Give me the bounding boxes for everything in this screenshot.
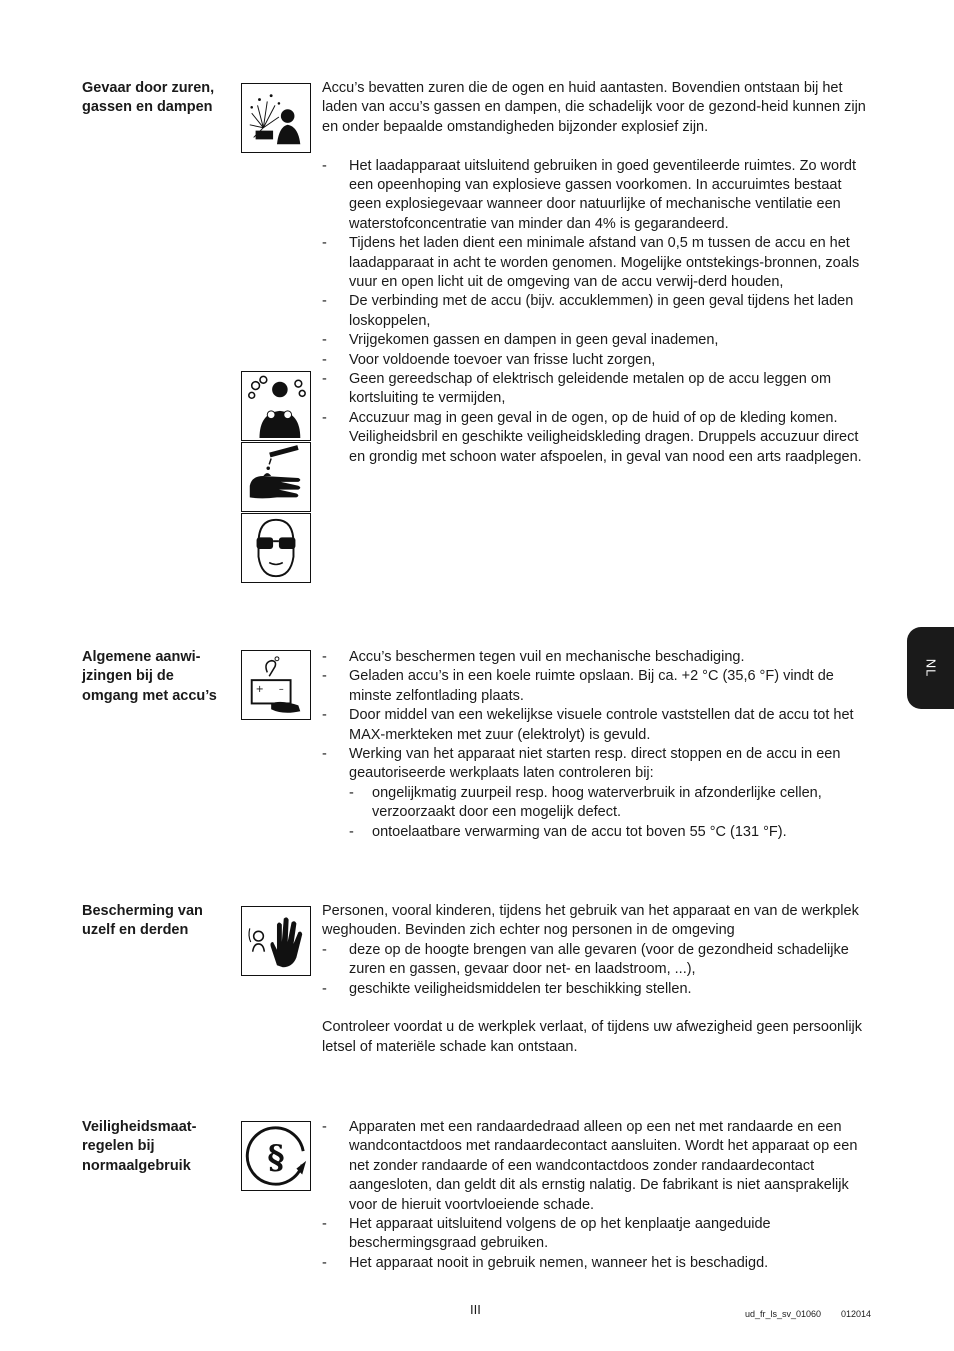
list-item: - Vrijgekomen gassen en dampen in geen geval inademen, (322, 331, 877, 350)
section-body-battery-handling (322, 648, 877, 842)
language-tab (907, 627, 954, 709)
intro-paragraph: Personen, vooral kinderen, tijdens het gebruik van het apparaat en van de werkplek weghouden. Bevinden zich echter nog personen in de omgeving (322, 903, 859, 939)
svg-text:+: + (255, 683, 264, 695)
intro-paragraph: Accu’s bevatten zuren die de ogen en huid aantasten. Bovendien ontstaan bij het laden van accu’s gassen en dampen, die schadelijk voor de gezond-heid kunnen zijn en onder bepaalde omstandigheden bijzonder explosief zijn. (322, 80, 866, 135)
section-heading-battery-handling: Algemene aanwi-jzingen bij de omgang met accu’s (82, 649, 217, 704)
footer-date: 012014 (841, 1309, 872, 1319)
footer-code: ud_fr_ls_sv_01060 (745, 1309, 822, 1319)
sub-list-item: - ontoelaatbare verwarming van de accu tot boven 55 °C (131 °F). (349, 823, 877, 842)
list-item: - Voor voldoende toevoer van frisse lucht zorgen, (322, 351, 877, 370)
section-body-protection (322, 902, 877, 1057)
list-item: - Accu’s beschermen tegen vuil en mechanische beschadiging. (322, 648, 877, 667)
list-item: - De verbinding met de accu (bijv. accuklemmen) in geen geval tijdens het laden loskoppelen, (322, 292, 877, 331)
section-heading-acid-gas-danger: Gevaar door zuren, gassen en dampen (82, 80, 215, 116)
list-item: - Apparaten met een randaardedraad alleen op een net met randaarde en een wandcontactdoos met randaardecontact aansluiten. Wordt het apparaat op een net zonder randaarde of een wandcontactdoos zonder randaardecontact aangesloten, dan geldt dit als ernstig nalatig. De fabrikant is niet aansprakelijk voor de hieruit voortvloeiende schade. (322, 1118, 877, 1215)
list-item: - Het apparaat uitsluitend volgens de op het kenplaatje aangeduide beschermingsgraad gebruiken. (322, 1215, 877, 1254)
section-heading-safety-measures: Veiligheidsmaat-regelen bij normaalgebruik (82, 1119, 197, 1174)
list-item: - Geladen accu’s in een koele ruimte opslaan. Bij ca. +2 °C (35,6 °F) vindt de minste zelfontlading plaats. (322, 667, 877, 706)
battery-handling-icon (241, 650, 311, 720)
toxic-gas-hazard-icon (241, 371, 311, 441)
language-tab-label: NL (923, 658, 938, 678)
list-item: - Werking van het apparaat niet starten resp. direct stoppen en de accu in een geautoriseerde werkplaats laten controleren bij: (322, 745, 877, 784)
list-item: - Geen gereedschap of elektrisch geleidende metalen op de accu leggen om kortsluiting te vermijden, (322, 370, 877, 409)
list-item: - Accuzuur mag in geen geval in de ogen, op de huid of op de kleding komen. Veiligheidsbril en geschikte veiligheidskleding dragen. Druppels accuzuur direct en grondig met schoon water afspoelen, in geval van nood een arts raadplegen. (322, 409, 877, 467)
list-item: - Het apparaat nooit in gebruik nemen, wanneer het is beschadigd. (322, 1254, 877, 1273)
list-item: - Het laadapparaat uitsluitend gebruiken in goed geventileerde ruimtes. Zo wordt een opeenhoping van explosieve gassen voorkomen. In accuruimtes bestaat geen explosiegevaar wanneer door natuurlijke of mechanische ventilatie een waterstofconcentratie van minder dan 4% is gegarandeerd. (322, 157, 877, 235)
svg-text:§: § (267, 1137, 285, 1177)
section-body-acid-gas-danger (322, 79, 877, 467)
paragraph-regulation-icon (241, 1121, 311, 1191)
explosion-hazard-icon (241, 83, 311, 153)
section-heading-protection: Bescherming van uzelf en derden (82, 903, 203, 939)
stop-hand-icon (241, 906, 311, 976)
section-body-safety-measures (322, 1118, 877, 1273)
list-item: - Tijdens het laden dient een minimale afstand van 0,5 m tussen de accu en het laadapparaat in acht te worden genomen. Mogelijke ontstekings-bronnen, zoals vuur en open licht uit de omgeving van de accu verwij-derd houden, (322, 234, 877, 292)
page-number: III (470, 1302, 481, 1317)
list-item: - geschikte veiligheidsmiddelen ter beschikking stellen. (322, 980, 877, 999)
sub-list-item: - ongelijkmatig zuurpeil resp. hoog waterverbruik in afzonderlijke cellen, verzoorzaakt door een mogelijk defect. (349, 784, 877, 823)
safety-goggles-icon (241, 513, 311, 583)
list-item: - Door middel van een wekelijkse visuele controle vaststellen dat de accu tot het MAX-merkteken met zuur (elektrolyt) is gevuld. (322, 706, 877, 745)
outro-paragraph: Controleer voordat u de werkplek verlaat, of tijdens uw afwezigheid geen persoonlijk letsel of materiële schade kan ontstaan. (322, 1019, 863, 1055)
list-item: - deze op de hoogte brengen van alle gevaren (voor de gezondheid schadelijke zuren en gassen, gevaar door net- en laadstroom, ...), (322, 941, 877, 980)
corrosive-hand-icon (241, 442, 311, 512)
svg-text:–: – (278, 683, 284, 695)
